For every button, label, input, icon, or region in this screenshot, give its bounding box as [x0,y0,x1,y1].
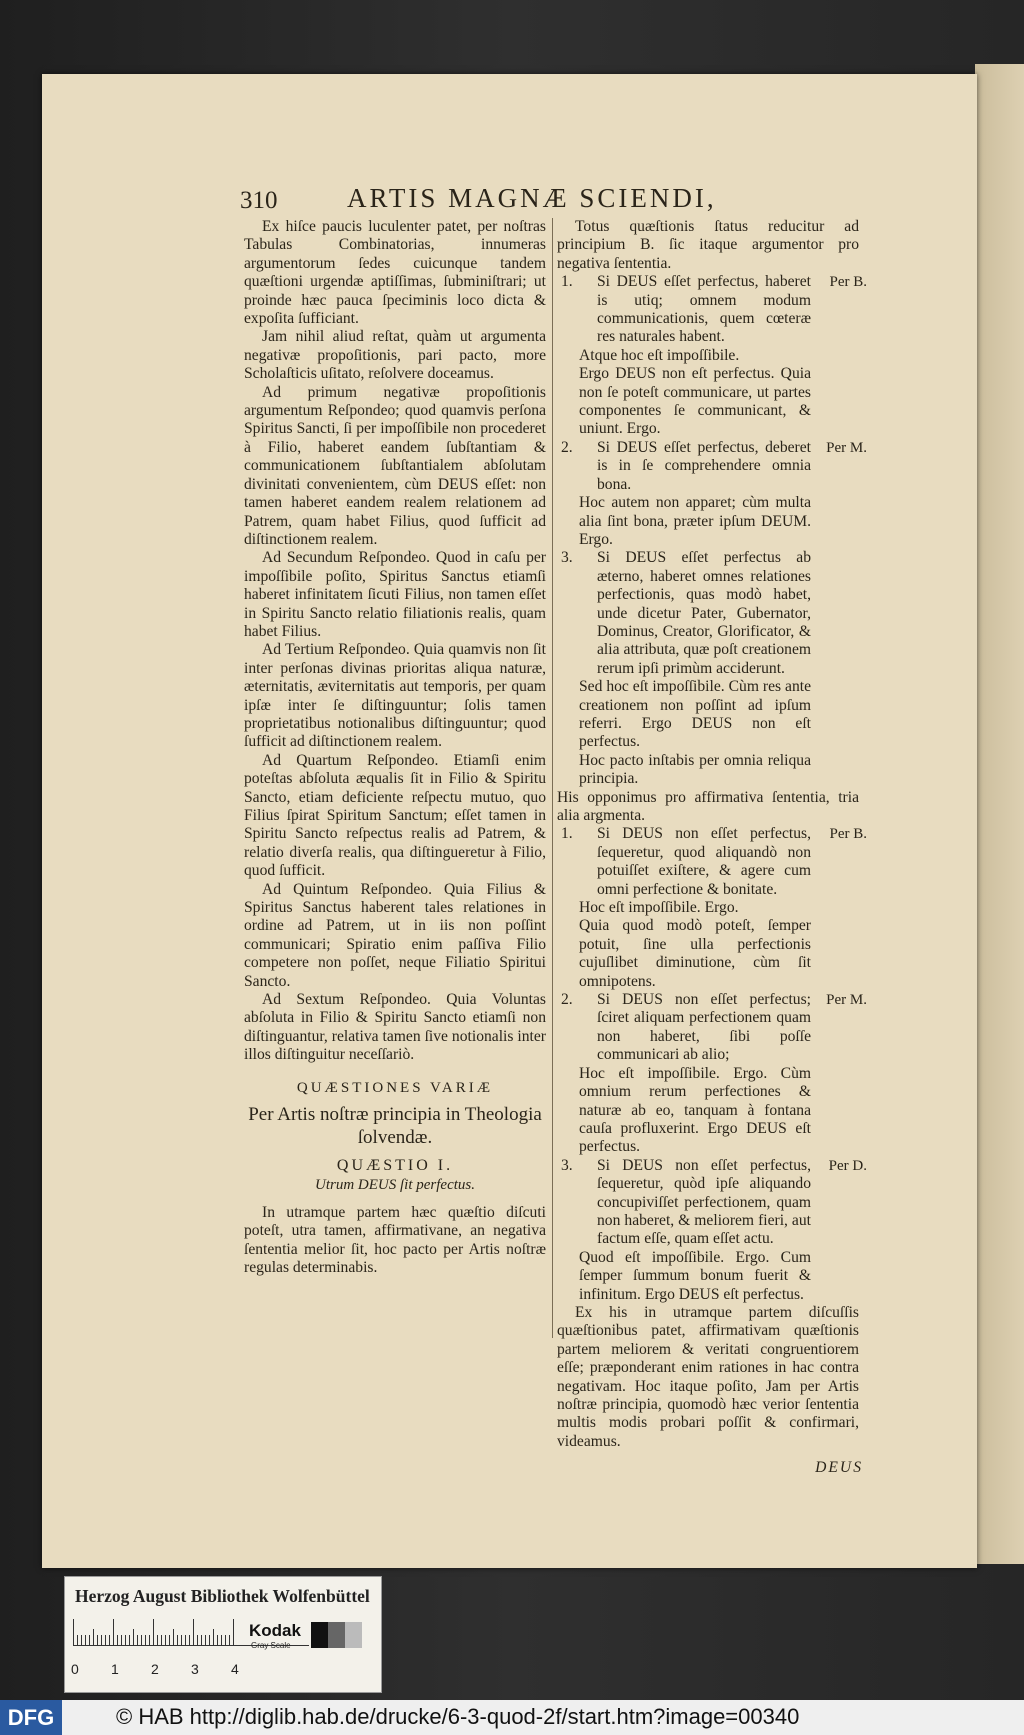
sub-text: Hoc eſt impoſſibile. Ergo. [579,899,739,917]
column-divider [552,218,553,1338]
paragraph: Totus quæſtionis ſtatus reducitur ad principium B. ſic itaque argumentor pro negativa ſententia. [557,218,859,272]
argument-item [557,991,867,1065]
scale-number: 4 [231,1661,239,1677]
paragraph: Ex his in utramque partem diſcuſſis quæſtionibus patet, affirmativam quæſtionis partem meliorem & veritati congruentiorem eſſe; præponderant enim rationes in hac contra negativam. Hoc itaque poſito, Jam per Artis noſtræ principia, quomodò hæc verior ſententia multis modis probari poſſit & confirmari, videamus. [557,1303,859,1450]
paragraph: In utramque partem hæc quæſtio diſcuti poteſt, utra tamen, affirmativane, an negativa ſententia melior ſit, hoc pacto per Artis noſtræ regulas determinabis. [244,1203,546,1277]
argument-item [557,549,859,678]
item-number: 3. [561,549,573,567]
sub-text: Hoc pacto inſtabis per omnia reliqua principia. [579,751,811,788]
sub-text: Atque hoc eſt impoſſibile. [579,346,740,364]
left-column [244,218,546,1278]
scale-number: 0 [71,1661,79,1677]
item-text: Si DEUS non eſſet perfectus; ſciret aliquam perfectionem quam non haberet, ſibi poſſe communicari ab alio; [597,991,811,1064]
argument-item [557,1156,867,1249]
section-heading: QUÆSTIONES VARIÆ [296,1079,494,1096]
section-subtitle: Per Artis noſtræ principia in Theologia ſolvendæ. [248,1104,542,1149]
sub-text: Quod eſt impoſſibile. Ergo. Cum ſemper ſummum bonum fuerit & infinitum. Ergo DEUS eſt perfectus. [579,1248,811,1303]
scale-number: 3 [191,1661,199,1677]
item-text: Si DEUS eſſet perfectus ab æterno, haberet omnes relationes perfectionis, quas modò habet, unde dicetur Pater, Gubernator, Dominus, Creator, Glorificator, & alia attributa, quæ poſt creationem rerum ipſi primùm acciderunt. [597,549,811,677]
page-header [240,183,760,223]
item-number: 1. [561,825,573,843]
gray-swatch-mid [328,1622,345,1648]
item-text: Si DEUS non eſſet perfectus, ſequeretur, quòd ipſe aliquando concupiviſſet perfectionem, quam non haberet, & meliorem fieri, aut factum eſſe, quam eſſet actu. [597,1156,811,1248]
argument-item [557,825,867,899]
gray-swatch-black [311,1622,328,1648]
margin-note: Per B. [829,274,867,291]
question-heading: QUÆSTIO I. [336,1157,454,1175]
page-number: 310 [240,187,278,214]
sub-text: Ergo DEUS non eſt perfectus. Quia non ſe poteſt communicare, ut partes componentes ſe communicant, & uniunt. Ergo. [579,365,811,438]
paragraph: Ad primum negativæ propoſitionis argumentum Reſpondeo; quod quamvis perſona Spiritus Sancti, ſi per impoſſibile non procederet à Filio, haberet eandem ſubſtantiam & communicationem ſubſtantialem abſolutam divinitati convenientem, cùm DEUS eſſet: non tamen haberet eandem realem relationem ad Patrem, quam habet Filius, quod ſufficit ad diſtinctionem realem. [244,383,546,548]
item-text: Si DEUS non eſſet perfectus, ſequeretur, quod aliquandò non potuiſſet exiſtere, & agere cum omni perfectione & bonitate. [597,825,811,898]
item-text: Si DEUS eſſet perfectus, deberet is in ſe comprehendere omnia bona. [597,438,811,493]
gray-scale-label: Gray Scale [251,1641,291,1650]
right-column [557,218,867,1478]
paragraph: Ad Quartum Reſpondeo. Etiamſi enim poteſtas abſoluta æqualis ſit in Filio & Spiritu Sancto, etiam deficiente reſpectu mutuo, quo Filius ſpirat Spiritum Sanctum; eſſet tamen in Spiritu Sancto reſpectus realis ad Patrem, & relatio diverſa realis, qua diſtingueretur à Filio, quod ſufficit. [244,751,546,880]
paragraph: Ad Secundum Reſpondeo. Quod in caſu per impoſſibile poſito, Spiritus Sanctus etiamſi haberet infinitatem ſicuti Filius, non tamen eſſet in Spiritu Sancto relatio filiationis realis, quam habet Filius. [244,549,546,640]
transition-text: His opponimus pro affirmativa ſententia, tria alia argmenta. [557,788,859,824]
paragraph: Ad Quintum Reſpondeo. Quia Filius & Spiritus Sanctus haberent tales relationes in ordine ad Patrem, ut in iis non poſſint communicari; Spiratio enim paſſiva Filio competere non poſſet, neque Filiatio Spiritui Sancto. [244,880,546,990]
sub-text: Quia quod modò poteſt, ſemper potuit, ſine ulla perfectionis cujuſlibet diminutione, cùm ſit omnipotens. [579,917,811,990]
margin-note: Per B. [829,826,867,843]
argument-item [557,438,867,494]
scale-number: 1 [111,1661,119,1677]
argument-item [557,273,867,347]
credit-line: © HAB http://diglib.hab.de/drucke/6-3-quod-2f/start.htm?image=00340 [116,1704,800,1729]
library-name: Herzog August Bibliothek Wolfenbüttel [75,1586,370,1606]
sub-text: Sed hoc eſt impoſſibile. Cùm res ante creationem non poſſint ad ipſum referri. Ergo DEUS non eſt perfectus. [579,678,811,751]
kodak-logo: Kodak [249,1621,301,1640]
item-number: 1. [561,273,573,291]
paragraph: Ad Tertium Reſpondeo. Quia quamvis non ſit inter perſonas divinas prioritas aliqua naturæ, æternitatis, æviternitatis aut temporis, per quam ipſæ inter ſe diſtinguuntur; ſolis tamen proprietatibus notionalibus diſtinguuntur; quod ſufficit ad diſtinctionem realem. [244,641,546,751]
facing-page-edge [975,64,1024,1564]
sub-text: Hoc eſt impoſſibile. Ergo. Cùm omnium rerum perfectiones & naturæ ab eo, tanquam à fontana cauſa profluxerint. Ergo DEUS eſt perfectus. [579,1064,811,1156]
paragraph: Ad Sextum Reſpondeo. Quia Voluntas abſoluta in Filio & Spiritu Sancto etiamſi non diſtinguantur, relativa tamen ſive notionalis inter illos diſtinguitur neceſſariò. [244,991,546,1064]
running-title: ARTIS MAGNÆ SCIENDI, [347,183,717,213]
dfg-logo: DFG [0,1700,62,1735]
margin-note: Per M. [826,439,867,456]
margin-note: Per M. [826,992,867,1009]
item-number: 2. [561,991,573,1009]
paragraph: Ex hiſce paucis luculenter patet, per noſtras Tabulas Combinatorias, innumeras argumentorum ſedes cuicunque tandem quæſtioni urgendæ aptiſſimas, ſubminiſtrari; ut proinde hæc pauca ſpeciminis loco dicta & expoſita ſufficiant. [244,218,546,328]
item-number: 3. [561,1156,573,1174]
item-text: Si DEUS eſſet perfectus, haberet is utiq; omnem modum communicationis, quem cœteræ res naturales habent. [597,273,811,346]
paragraph: Jam nihil aliud reſtat, quàm ut argumenta negativæ propoſitionis, pari pacto, more Scholaſticis uſitato, reſolvere doceamus. [244,328,546,383]
scale-number: 2 [151,1661,159,1677]
item-number: 2. [561,438,573,456]
sub-text: Hoc autem non apparet; cùm multa alia ſint bona, præter ipſum DEUM. Ergo. [579,494,811,548]
gray-swatch-light [345,1622,362,1648]
library-color-card [64,1576,382,1693]
question-title: Utrum DEUS ſit perfectus. [315,1176,475,1193]
catchword: DEUS [815,1459,863,1477]
margin-note: Per D. [828,1157,867,1174]
